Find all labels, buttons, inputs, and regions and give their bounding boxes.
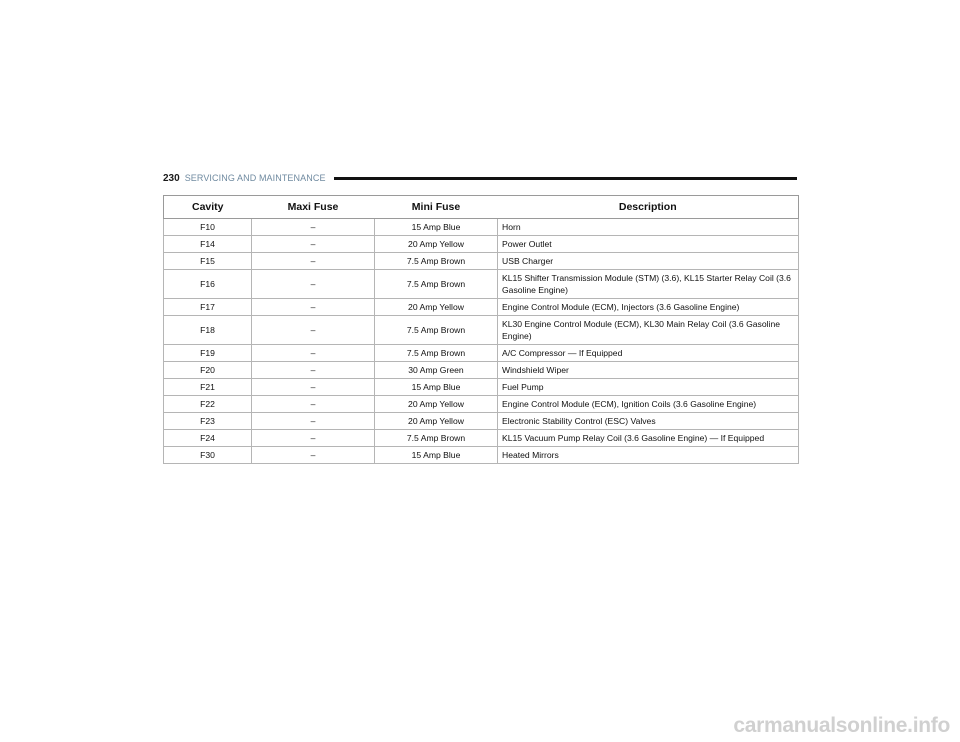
cell-cavity: F10 [164,219,252,236]
cell-cavity: F23 [164,413,252,430]
table-row [164,430,799,447]
column-header-mini-fuse: Mini Fuse [375,196,498,219]
column-header-cavity: Cavity [164,196,252,219]
table-row [164,413,799,430]
table-row [164,236,799,253]
cell-maxi-fuse: – [252,430,375,447]
cell-maxi-fuse: – [252,362,375,379]
cell-mini-fuse: 20 Amp Yellow [375,236,498,253]
watermark[interactable]: carmanualsonline.info [733,714,950,737]
cell-maxi-fuse: – [252,299,375,316]
cell-description: KL15 Shifter Transmission Module (STM) (3.6), KL15 Starter Relay Coil (3.6 Gasoline Engine) [498,270,799,299]
cell-description: Engine Control Module (ECM), Injectors (3.6 Gasoline Engine) [498,299,799,316]
cell-mini-fuse: 15 Amp Blue [375,447,498,464]
table-row [164,270,799,299]
cell-description: Windshield Wiper [498,362,799,379]
cell-maxi-fuse: – [252,447,375,464]
cell-mini-fuse: 7.5 Amp Brown [375,430,498,447]
cell-cavity: F14 [164,236,252,253]
cell-mini-fuse: 20 Amp Yellow [375,413,498,430]
cell-description: Electronic Stability Control (ESC) Valves [498,413,799,430]
cell-mini-fuse: 7.5 Amp Brown [375,316,498,345]
cell-cavity: F19 [164,345,252,362]
cell-mini-fuse: 30 Amp Green [375,362,498,379]
cell-maxi-fuse: – [252,253,375,270]
cell-cavity: F16 [164,270,252,299]
column-header-description: Description [498,196,799,219]
cell-description: A/C Compressor — If Equipped [498,345,799,362]
page-number: 230 [163,172,180,184]
table-row [164,447,799,464]
cell-cavity: F24 [164,430,252,447]
table-header-row [164,196,799,219]
cell-description: Engine Control Module (ECM), Ignition Coils (3.6 Gasoline Engine) [498,396,799,413]
fuse-table [163,195,799,464]
table-row [164,379,799,396]
section-title: SERVICING AND MAINTENANCE [184,173,326,183]
cell-cavity: F15 [164,253,252,270]
cell-cavity: F22 [164,396,252,413]
cell-mini-fuse: 7.5 Amp Brown [375,345,498,362]
cell-maxi-fuse: – [252,379,375,396]
cell-mini-fuse: 20 Amp Yellow [375,299,498,316]
cell-description: Power Outlet [498,236,799,253]
cell-maxi-fuse: – [252,236,375,253]
page-header [163,170,797,186]
cell-description: USB Charger [498,253,799,270]
cell-maxi-fuse: – [252,219,375,236]
cell-description: Fuel Pump [498,379,799,396]
table-row [164,345,799,362]
cell-cavity: F18 [164,316,252,345]
cell-cavity: F21 [164,379,252,396]
table-row [164,316,799,345]
cell-maxi-fuse: – [252,413,375,430]
cell-description: KL30 Engine Control Module (ECM), KL30 Main Relay Coil (3.6 Gasoline Engine) [498,316,799,345]
table-row [164,362,799,379]
cell-description: KL15 Vacuum Pump Relay Coil (3.6 Gasoline Engine) — If Equipped [498,430,799,447]
header-rule [334,177,797,180]
column-header-maxi-fuse: Maxi Fuse [252,196,375,219]
cell-cavity: F20 [164,362,252,379]
cell-description: Heated Mirrors [498,447,799,464]
cell-mini-fuse: 15 Amp Blue [375,219,498,236]
table-row [164,219,799,236]
cell-maxi-fuse: – [252,345,375,362]
cell-description: Horn [498,219,799,236]
table-row [164,253,799,270]
cell-cavity: F17 [164,299,252,316]
cell-mini-fuse: 7.5 Amp Brown [375,270,498,299]
table-row [164,396,799,413]
cell-mini-fuse: 20 Amp Yellow [375,396,498,413]
cell-mini-fuse: 7.5 Amp Brown [375,253,498,270]
cell-mini-fuse: 15 Amp Blue [375,379,498,396]
cell-maxi-fuse: – [252,396,375,413]
cell-cavity: F30 [164,447,252,464]
cell-maxi-fuse: – [252,316,375,345]
cell-maxi-fuse: – [252,270,375,299]
table-row [164,299,799,316]
